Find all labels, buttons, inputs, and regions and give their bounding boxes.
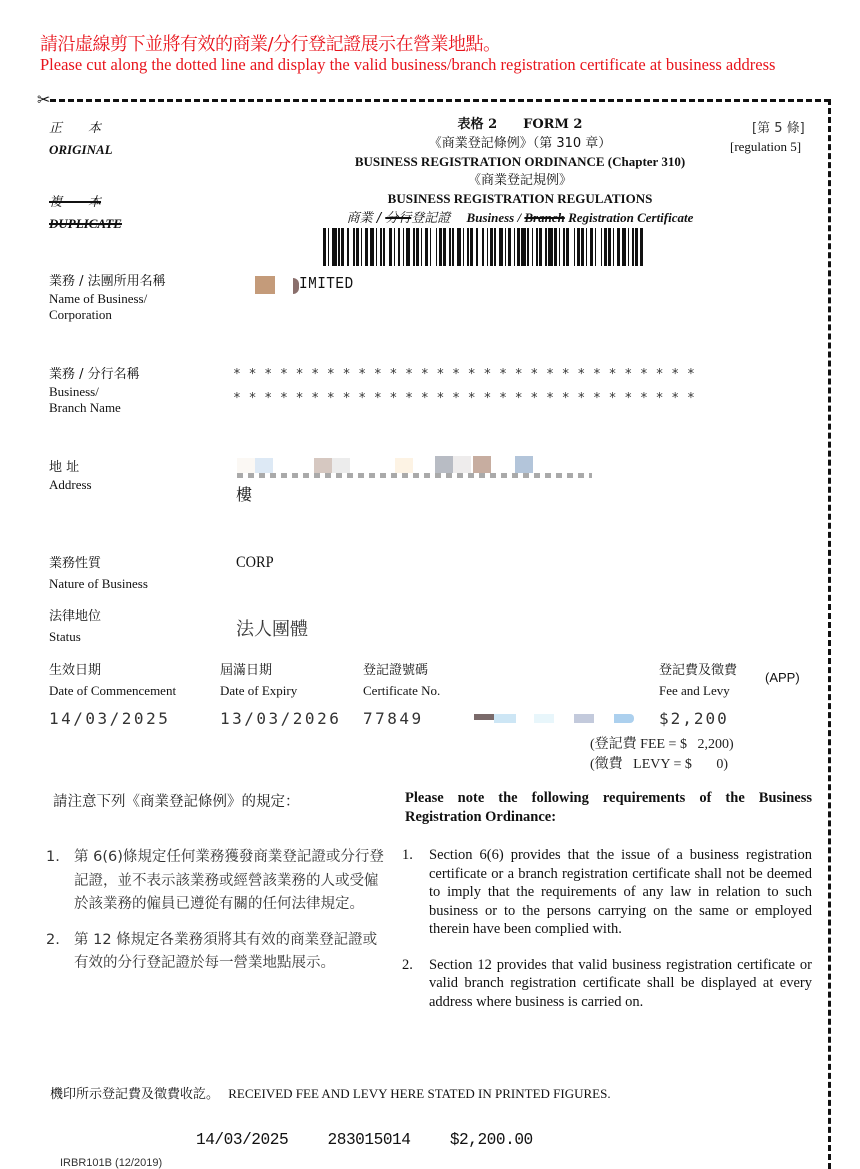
barcode: [323, 228, 713, 266]
notes-heading-zh: 請注意下列《商業登記條例》的規定：: [53, 794, 300, 810]
cut-notice-en: Please cut along the dotted line and display the valid business/branch registration certificate at business address: [40, 55, 776, 74]
receipt-statement-en: RECEIVED FEE AND LEVY HERE STATED IN PRINTED FIGURES.: [228, 1086, 611, 1101]
branch-label-zh: 業務 / 分行名稱: [49, 367, 140, 382]
branch-name-row-1: * * * * * * * * * * * * * * * * * * * * * * * * * * * * * *: [233, 367, 695, 382]
note-item-zh: 1. 第 6(6)條規定任何業務獲發商業登記證或分行登記證，並不表示該業務或經營該業務的人或受僱於該業務的僱員已遵從有關的任何法律規定。: [46, 849, 384, 912]
cert-type-en-branch-struck: Branch: [524, 209, 565, 225]
notes-heading-en: Please note the following requirements of the Business Registration Ordinance:: [405, 790, 812, 825]
note-item-en: 2. Section 12 provides that valid business registration certificate or valid branch registration certificate shall be displayed at every address where business is carried on.: [402, 956, 812, 1010]
form-code: IRBR101B (12/2019): [60, 1157, 163, 1169]
business-name-value: IMITED: [299, 275, 354, 294]
regulation-ref-en: [regulation 5]: [730, 139, 802, 154]
commencement-label-en: Date of Commencement: [49, 682, 177, 698]
fee-label-zh: 登記費及徵費: [659, 663, 738, 678]
commencement-label: [49, 663, 176, 699]
cut-notice-zh: 請沿虛線剪下並將有效的商業/分行登記證展示在營業地點。: [40, 34, 501, 55]
certificate-no-label-en: Certificate No.: [363, 682, 441, 698]
original-zh: 正 本: [49, 121, 102, 136]
status-label-en: Status: [49, 628, 81, 644]
expiry-label: [220, 663, 297, 699]
notes-list-zh: [46, 846, 386, 976]
regulation-ref-zh: [第 5 條]: [752, 121, 805, 136]
fee-breakdown: (登記費 FEE = $ 2,200): [590, 737, 734, 752]
certificate-no-label-zh: 登記證號碼: [363, 663, 429, 678]
nature-value: CORP: [236, 554, 274, 571]
ordinance-zh: 《商業登記條例》（第 310 章）: [428, 135, 612, 151]
duplicate-en: DUPLICATE: [49, 216, 122, 231]
receipt-stamp: [196, 1131, 533, 1150]
branch-name-label: [49, 367, 140, 417]
commencement-value: 14/03/2025: [49, 709, 171, 728]
receipt-date: 14/03/2025: [196, 1131, 289, 1150]
scissors-icon: ✂: [37, 90, 51, 109]
status-label-zh: 法律地位: [49, 609, 102, 624]
certificate-type: [310, 209, 730, 229]
address-label-zh: 地 址: [49, 460, 80, 475]
address-label-en: Address: [49, 476, 92, 492]
cert-type-zh-branch-struck: 分行: [385, 210, 412, 226]
branch-label-en-1: Business/: [49, 383, 99, 399]
commencement-label-zh: 生效日期: [49, 663, 102, 678]
notes-list-en: [402, 846, 812, 1011]
expiry-label-zh: 屆滿日期: [220, 663, 273, 678]
fee-tag-app: (APP): [765, 670, 800, 685]
duplicate-zh: 複 本: [49, 195, 102, 210]
status-label: [49, 609, 101, 645]
branch-label-en-2: Branch Name: [49, 400, 121, 415]
name-label-en-1: Name of Business/: [49, 290, 148, 306]
cert-type-zh-cert: 登記證: [411, 210, 451, 226]
status-value: 法人團體: [236, 619, 308, 640]
nature-label: [49, 556, 148, 592]
cert-type-zh-business: 商業 /: [346, 210, 386, 226]
name-label-zh: 業務 / 法團所用名稱: [49, 274, 166, 289]
receipt-statement: [50, 1083, 611, 1102]
note-item-zh: 2. 第 12 條規定各業務須將其有效的商業登記證或有效的分行登記證於每一營業地點展示。: [46, 931, 378, 971]
receipt-number: 283015014: [327, 1131, 411, 1150]
certificate-no-value: 77849: [363, 709, 424, 728]
fee-label-en: Fee and Levy: [659, 682, 730, 698]
nature-label-zh: 業務性質: [49, 556, 102, 571]
receipt-amount: $2,200.00: [449, 1131, 533, 1150]
branch-name-row-2: * * * * * * * * * * * * * * * * * * * * * * * * * * * * * *: [233, 391, 695, 406]
ordinance-en: BUSINESS REGISTRATION ORDINANCE (Chapter 310): [354, 154, 686, 169]
fee-total: $2,200: [659, 709, 729, 728]
levy-breakdown: (徵費 LEVY = $ 0): [590, 757, 729, 772]
cut-line-top: [50, 99, 830, 102]
redaction-block: [255, 276, 275, 294]
form-header: [310, 116, 730, 228]
note-item-en: 1. Section 6(6) provides that the issue of a business registration certificate or a branch registration certificate shall not be deemed to imply that the requirements of any law in relation to such business or to the persons carrying on the same or employed therein have been complied with.: [402, 847, 812, 937]
receipt-statement-zh: 機印所示登記費及徵費收訖。: [50, 1087, 220, 1102]
address-label: [49, 460, 92, 493]
form-number: 表格 2 FORM 2: [457, 117, 583, 132]
fee-label: [659, 663, 737, 699]
certificate-no-label: [363, 663, 440, 699]
address-line-2: 樓: [236, 485, 253, 504]
name-label-en-2: Corporation: [49, 307, 112, 322]
name-of-business-label: [49, 274, 166, 324]
cut-line-right: [828, 99, 831, 1169]
regulations-en: BUSINESS REGISTRATION REGULATIONS: [387, 191, 653, 206]
cert-type-en-cert: Registration Certificate: [564, 209, 694, 225]
nature-label-en: Nature of Business: [49, 575, 148, 591]
expiry-label-en: Date of Expiry: [220, 682, 298, 698]
regulations-zh: 《商業登記規例》: [467, 172, 572, 188]
expiry-value: 13/03/2026: [220, 709, 342, 728]
original-en: ORIGINAL: [49, 142, 113, 157]
cert-type-en-business: Business /: [466, 209, 525, 225]
